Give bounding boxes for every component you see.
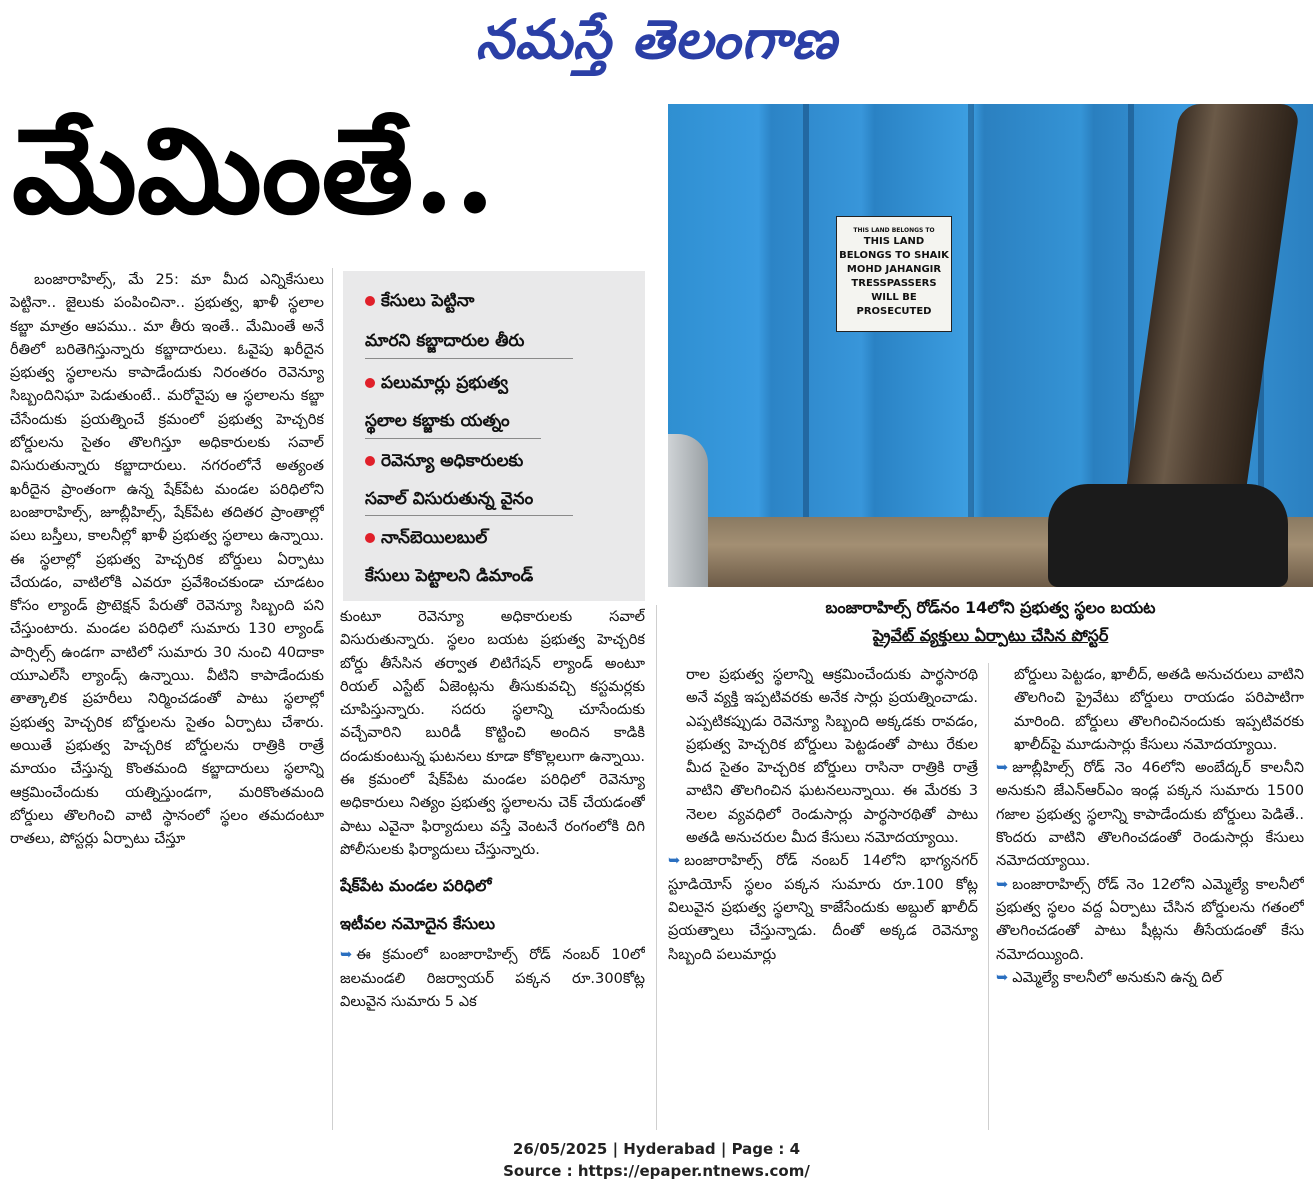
land-sign-poster xyxy=(836,216,952,332)
article-photo xyxy=(668,104,1313,587)
highlight-line: సవాల్ విసురుతున్న వైనం xyxy=(365,489,534,509)
column-divider xyxy=(988,663,989,1130)
caption-line-2: ప్రైవేట్ వ్యక్తులు ఏర్పాటు చేసిన పోస్టర్ xyxy=(872,626,1109,645)
masthead-logo: నమస్తే తెలంగాణ xyxy=(475,7,838,71)
red-bullet-icon xyxy=(365,533,375,543)
bullet-arrow-icon: ➥ xyxy=(668,852,681,870)
case-bullet: ➥ బంజారాహిల్స్ రోడ్ నెం 12లోని ఎమ్మెల్యే కాలనీలో ప్రభుత్వ స్థలం వద్ద ఏర్పాటు చేసిన బోర్డులను గతంలో తొలగించడంతో పాటు షీట్లను తీసేయడంతో కేసు నమోదయ్యింది. xyxy=(996,875,1304,963)
highlight-line: నాన్‌బెయిలబుల్ xyxy=(365,524,635,552)
article-column-2 xyxy=(340,605,645,1130)
highlight-divider xyxy=(365,515,573,516)
article-column-4 xyxy=(996,663,1304,1130)
photo-motorcycle xyxy=(1048,484,1288,587)
highlight-line: మారని కబ్జాదారుల తీరు xyxy=(365,331,525,351)
footer-source-link[interactable]: Source : https://epaper.ntnews.com/ xyxy=(503,1162,810,1180)
article-column-3 xyxy=(668,663,978,1130)
column-2-text: కుంటూ రెవెన్యూ అధికారులకు సవాల్ విసురుతున్నారు. స్థలం బయట ప్రభుత్వ హెచ్చరిక బోర్డు తీసేసిన తర్వాత లిటిగేషన్ ల్యాండ్ అంటూ రియల్ ఎస్టేట్ ఏజెంట్లను తీసుకువచ్చి కస్టమర్లకు చూపిస్తున్నారు. సదరు స్థలాన్ని చూసేందుకు వచ్చేవారిని బురిడీ కొట్టించి అందిన కాడికి దండుకుంటున్న ఘటనలు కూడా కోకొల్లలుగా ఉన్నాయి. ఈ క్రమంలో షేక్‌పేట మండల పరిధిలో రెవెన్యూ అధికారులు నిత్యం ప్రభుత్వ స్థలాలను చెక్ చేయడంతో పాటు ఎవైనా ఫిర్యాదులు వస్తే వెంటనే రంగంలోకి దిగి పోలీసులకు ఫిర్యాదులు చేస్తున్నారు. xyxy=(340,608,645,858)
case-bullet: ➥ బంజారాహిల్స్ రోడ్ నంబర్ 14లోని భాగ్యనగర్ స్టూడియోస్ స్థలం పక్కన సుమారు రూ.100 కోట్ల విలువైన ప్రభుత్వ స్థలాన్ని కాజేసేందుకు అబ్దుల్ ఖాలీద్ ప్రయత్నాలు చేస్తున్నాడు. దీంతో అక్కడ రెవెన్యూ సిబ్బంది పలుమార్లు xyxy=(668,852,978,963)
red-bullet-icon xyxy=(365,456,375,466)
sign-small-text: THIS LAND BELONGS TO xyxy=(853,227,935,234)
bullet-arrow-icon: ➥ xyxy=(996,968,1009,986)
highlight-line: పలుమార్లు ప్రభుత్వ xyxy=(365,369,635,397)
bullet-arrow-icon: ➥ xyxy=(996,875,1009,893)
red-bullet-icon xyxy=(365,296,375,306)
bullet-arrow-icon: ➥ xyxy=(340,946,353,964)
highlight-line: కేసులు పెట్టినా xyxy=(365,287,635,315)
subheading-1: షేక్‌పేట మండల పరిధిలో xyxy=(340,876,492,896)
article-column-1 xyxy=(10,268,324,1130)
bullet-arrow-icon: ➥ xyxy=(996,759,1009,777)
highlight-line: రెవెన్యూ అధికారులకు xyxy=(365,447,635,475)
highlight-divider xyxy=(365,358,573,359)
column-1-text: బంజారాహిల్స్, మే 25: మా మీద ఎన్నికేసులు పెట్టినా.. జైలుకు పంపించినా.. ప్రభుత్వ, ఖాళీ స్థలాల కబ్జా మాత్రం ఆపము.. మా తీరు ఇంతే.. మేమింతే అనే రీతిలో బరితెగిస్తున్నారు కబ్జాదారులు. ఓవైపు ఖరీదైన ప్రభుత్వ స్థలాలను కాపాడేందుకు నిరంతరం రెవెన్యూ సిబ్బందినిఘా పెడుతుంటే.. మరోవైపు ఆ స్థలాలను కబ్జా చేసేందుకు ప్రయత్నించే క్రమంలో ప్రభుత్వ హెచ్చరిక బోర్డులను సైతం తొలగిస్తూ అధికారులకు సవాల్ విసురుతున్నారు కబ్జాదారులు. నగరంలోనే అత్యంత ఖరీదైన ప్రాంతంగా ఉన్న షేక్‌పేట మండల పరిధిలోని బంజారాహిల్స్, జూబ్లీహిల్స్, షేక్‌పేట తదితర ప్రాంతాల్లో పలు బస్తీలు, కాలనీల్లో ఖాళీ ప్రభుత్వ స్థలాలు ఉన్నాయి. ఈ స్థలాల్లో ప్రభుత్వ హెచ్చరిక బోర్డులు ఏర్పాటు చేయడం, వాటిలోకి ఎవరూ ప్రవేశించకుండా చూడటం కోసం ల్యాండ్ ప్రొటెక్షన్ పేరుతో రెవెన్యూ సిబ్బంది పని చేస్తుంటారు. మండల పరిధిలో సుమారు 130 ల్యాండ్ పార్సిల్స్ ఉండగా వాటిలో సుమారు 30 నుంచి 40దాకా యూఎల్‌సీ ల్యాండ్స్ ఉన్నాయి. వీటిని కాపాడేందుకు తాత్కాలిక ప్రహరీలు నిర్మించడంతో పాటు స్థలాల్లో ప్రభుత్వ హెచ్చరిక బోర్డులను సైతం ఏర్పాటు చేశారు. అయితే ప్రభుత్వ హెచ్చరిక బోర్డులను రాత్రికి రాత్రే మాయం చేస్తున్న కొంతమంది కబ్జాదారులు స్థలాన్ని ఆక్రమించేందుకు యత్నిస్తుండగా, మరికొంతమంది బోర్డులు తొలగించి వాటి స్థానంలో స్థలం తమదంటూ రాతలు, పోస్టర్లు ఏర్పాటు చేస్తూ xyxy=(10,271,324,848)
article-headline: మేమింతే.. xyxy=(12,101,496,240)
caption-line-1: బంజారాహిల్స్ రోడ్‌నం 14లోని ప్రభుత్వ స్థలం బయట xyxy=(825,598,1156,617)
photo-caption xyxy=(668,594,1313,650)
subheading-2: ఇటీవల నమోదైన కేసులు xyxy=(340,914,496,934)
highlight-line: స్థలాల కబ్జాకు యత్నం xyxy=(365,411,510,431)
highlights-box xyxy=(343,271,645,601)
red-bullet-icon xyxy=(365,378,375,388)
page-footer xyxy=(0,1138,1313,1182)
column-3-text: రాల ప్రభుత్వ స్థలాన్ని ఆక్రమించేందుకు పార్థసారథి అనే వ్యక్తి ఇప్పటివరకు అనేక సార్లు ప్రయత్నించాడు. ఎప్పటికప్పుడు రెవెన్యూ సిబ్బంది అక్కడకు రావడం, ప్రభుత్వ హెచ్చరిక బోర్డులు పెట్టడంతో పాటు రేకుల మీద సైతం హెచ్చరిక బోర్డులు రాసినా రాత్రికి రాత్రే వాటిని తొలగించిన ఘటనలున్నాయి. ఈ మేరకు 3 నెలల వ్యవధిలో రెండుసార్లు పార్థసారథితో పాటు అతడి అనుచరుల మీద కేసులు నమోదయ్యాయి. xyxy=(686,666,978,847)
column-4-text: బోర్డులు పెట్టడం, ఖాలీద్, అతడి అనుచరులు వాటిని తొలగించి ప్రైవేటు బోర్డులు రాయడం పరిపాటిగా మారింది. బోర్డులు తొలగించినందుకు ఇప్పటివరకు ఖాలీద్‌పై మూడుసార్లు కేసులు నమోదయ్యాయి. xyxy=(1014,666,1304,753)
case-bullet: ➥ జూబ్లీహిల్స్ రోడ్ నెం 46లోని అంబేద్కర్ కాలనీని అనుకుని జేఎన్‌ఆర్‌ఎం ఇండ్ల పక్కన సుమారు 1500 గజాల ప్రభుత్వ స్థలాన్ని కాపాడేందుకు బోర్డులు పెడితే.. కొందరు వాటిని తొలగించడంతో రెండుసార్లు కేసులు నమోదయ్యాయి. xyxy=(996,759,1304,870)
highlight-line: కేసులు పెట్టాలని డిమాండ్ xyxy=(365,566,534,586)
photo-car xyxy=(668,434,708,587)
column-divider xyxy=(656,605,657,1130)
footer-date-page: 26/05/2025 | Hyderabad | Page : 4 xyxy=(512,1140,801,1158)
case-bullet: ➥ ఈ క్రమంలో బంజారాహిల్స్ రోడ్ నంబర్ 10లో జలమండలి రిజర్వాయర్ పక్కన రూ.300కోట్ల విలువైన సుమారు 5 ఎక xyxy=(340,946,645,1010)
case-bullet: ➥ ఎమ్మెల్యే కాలనీలో అనుకుని ఉన్న దిల్ xyxy=(996,968,1223,986)
highlight-divider xyxy=(365,438,541,439)
column-divider xyxy=(332,268,333,1130)
sign-main-text: THIS LAND BELONGS TO SHAIK MOHD JAHANGIR TRESSPASSERS WILL BE PROSECUTED xyxy=(839,236,949,317)
